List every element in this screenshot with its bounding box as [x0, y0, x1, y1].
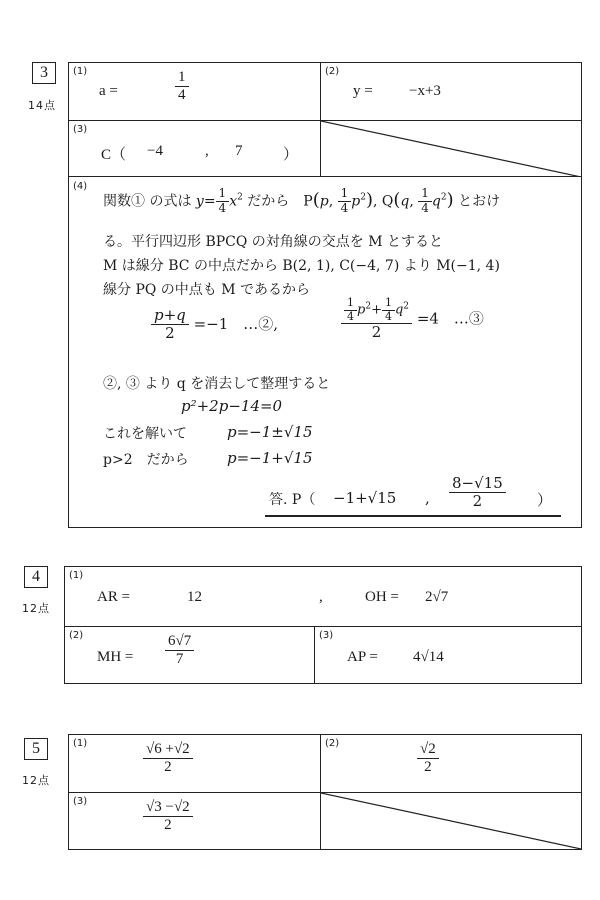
q3-part2-rhs: −x+3 [409, 83, 441, 99]
eq3-den: 2 [371, 323, 382, 342]
line1-text-a: 関数① の式は [103, 193, 192, 210]
q5-part3-den: 2 [164, 817, 172, 834]
q3-part4-cell [69, 177, 581, 527]
q5-part2-label: (2) [325, 738, 340, 749]
q3-part4-line4: 線分 PQ の中点も M であるから [103, 282, 311, 298]
eq2-den: 2 [165, 324, 175, 343]
q5-part3-label: (3) [73, 796, 88, 807]
eq2-rhs: =−1 …②, [193, 314, 279, 333]
q5-part1-num: √6 +√2 [143, 741, 193, 759]
eq2-num: p+q [154, 306, 186, 324]
line1-text-d: Q [381, 193, 394, 210]
q3-part3-label: (3) [73, 124, 88, 135]
q3-part1-num: 1 [175, 69, 189, 87]
q3-unused-cell [321, 121, 581, 177]
q4-part2-fraction [165, 633, 194, 669]
q5-answer-box [68, 734, 582, 850]
eq2-fraction [151, 307, 189, 343]
q3-answer-box [68, 62, 582, 528]
eq3-rhs: =4 …③ [416, 309, 484, 328]
q4-part2-lhs: MH = [97, 649, 134, 665]
q5-part2-den: 2 [424, 759, 432, 776]
q5-unused-cell [321, 793, 581, 849]
eq3-fraction: $\frac{1}{4}$ $p^2+$ $\frac{1}{4}$ $q^2$ 2 [341, 297, 412, 342]
q4-part2-den: 7 [175, 651, 184, 668]
q3-part4-answer-y-fraction [449, 475, 506, 511]
q3-part4-line2: る。平行四辺形 BPCQ の対角線の交点を M とすると [103, 234, 444, 250]
q5-part1-cell [69, 735, 321, 793]
q5-part2-cell [321, 735, 581, 793]
q3-points: 14点 [28, 99, 56, 112]
line1-text-b: y= [195, 193, 216, 210]
q3-part1-den: 4 [178, 87, 186, 104]
q5-part1-den: 2 [164, 759, 172, 776]
q3-part4-answer-x: −1+√15 [333, 489, 397, 507]
line1-quarter-fraction: $\frac{1}{4}$ [216, 187, 230, 216]
line1-text-e: とおけ [458, 193, 501, 210]
q4-part1-ar-lhs: AR = [97, 589, 131, 605]
q5-points: 12点 [22, 774, 50, 787]
q3-part4-line9-b: p=−1+√15 [227, 449, 313, 467]
q4-part1-oh-lhs: OH = [365, 589, 399, 605]
q4-part1-oh-val: 2√7 [425, 589, 449, 605]
q3-part4-eq2 [151, 307, 278, 343]
q5-part1-label: (1) [73, 738, 88, 749]
q3-part3-c-label: C（ [101, 147, 127, 163]
q4-number: 4 [24, 566, 48, 588]
q5-part1-fraction [143, 741, 193, 777]
answer-underline [265, 515, 561, 517]
diagonal-strike-line [321, 793, 581, 849]
q3-part4-label: (4) [73, 181, 88, 192]
q3-part4-line6: ②, ③ より q を消去して整理すると [103, 376, 331, 392]
diagonal-strike-line [321, 121, 581, 177]
q4-part1-cell [65, 567, 581, 627]
q3-part3-comma: , [205, 143, 209, 159]
q5-part2-fraction [417, 741, 439, 777]
q4-points: 12点 [22, 602, 50, 615]
q3-part4-answer-comma: , [425, 489, 430, 507]
q3-part4-line7: p²+2p−14=0 [181, 397, 283, 415]
q3-part1-label: (1) [73, 66, 88, 77]
q3-part4-eq3 [341, 297, 484, 342]
q5-part3-cell [69, 793, 321, 849]
q4-part3-val: 4√14 [413, 649, 444, 665]
q4-part2-num: 6√7 [165, 633, 194, 651]
q4-part1-ar-val: 12 [187, 589, 202, 605]
answer-y-num: 8−√15 [449, 475, 506, 493]
answer-y-den: 2 [472, 492, 483, 511]
q3-part3-close: ） [283, 147, 299, 163]
q3-part2-cell [321, 63, 581, 121]
q3-part3-cell [69, 121, 321, 177]
q3-part4-line8-a: これを解いて [103, 426, 187, 442]
q3-part1-cell [69, 63, 321, 121]
line1-text-c: だから P [247, 193, 313, 210]
q3-part1-lhs: a = [99, 83, 118, 99]
q4-part3-label: (3) [319, 630, 334, 641]
q3-part2-lhs: y = [353, 83, 373, 99]
q5-number: 5 [24, 738, 48, 760]
q3-part3-x: −4 [147, 143, 163, 159]
q3-part1-fraction [175, 69, 189, 105]
q3-part4-line1: 関数① の式は y= $\frac{1}{4}$ $x^2$ だから P(p, $\frac{1}{4}$ $p^2$), Q(q, $\frac{1}{4}$ $q^2$) とおけ [103, 186, 501, 215]
q3-number: 3 [32, 62, 56, 84]
q3-part4-line8-b: p=−1±√15 [227, 423, 313, 441]
q4-answer-box [64, 566, 582, 684]
q4-part1-comma: , [319, 589, 323, 605]
q3-part3-y: 7 [235, 143, 243, 159]
q4-part3-cell [315, 627, 581, 683]
q3-part4-line3: M は線分 BC の中点だから B(2, 1), C(−4, 7) より M(−1, 4) [103, 258, 500, 274]
q3-part4-line9-a: p>2 だから [103, 452, 189, 468]
q3-part4-answer-close: ） [537, 491, 553, 509]
q5-part3-fraction [143, 799, 193, 835]
q3-part4-answer-label: 答. P（ [269, 492, 316, 508]
q4-part3-lhs: AP = [347, 649, 378, 665]
q4-part2-label: (2) [69, 630, 84, 641]
q4-part1-label: (1) [69, 570, 84, 581]
q5-part2-num: √2 [417, 741, 439, 759]
q4-part2-cell [65, 627, 315, 683]
q3-part2-label: (2) [325, 66, 340, 77]
q5-part3-num: √3 −√2 [143, 799, 193, 817]
